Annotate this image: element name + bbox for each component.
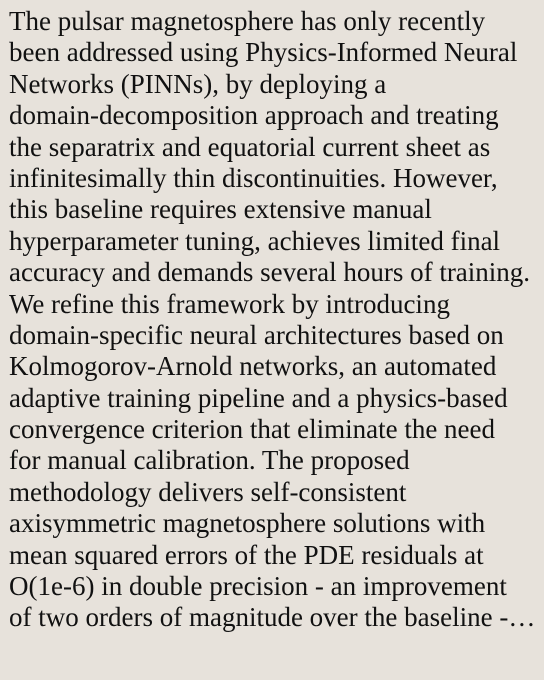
text-line: methodology delivers self-consistent — [9, 476, 407, 507]
abstract-paragraph — [9, 6, 538, 634]
text-line: been addressed using Physics-Informed Neural — [9, 37, 518, 68]
text-line: domain-specific neural architectures based on — [9, 319, 504, 350]
text-line: mean squared errors of the PDE residuals at — [9, 539, 484, 570]
text-line: domain-decomposition approach and treating — [9, 100, 499, 131]
text-line: Kolmogorov-Arnold networks, an automated — [9, 351, 497, 382]
text-line: The pulsar magnetosphere has only recently — [9, 6, 486, 36]
text-line: Networks (PINNs), by deploying a — [9, 68, 387, 99]
text-line: infinitesimally thin discontinuities. However, — [9, 162, 498, 193]
text-line: hyperparameter tuning, achieves limited final — [9, 225, 501, 256]
text-line: of two orders of magnitude over the baseline -… — [9, 602, 536, 633]
text-line: the separatrix and equatorial current sheet as — [9, 131, 491, 162]
text-line: accuracy and demands several hours of training. — [9, 257, 531, 288]
text-line: O(1e-6) in double precision - an improvement — [9, 571, 507, 602]
text-line: We refine this framework by introducing — [9, 288, 450, 319]
text-line: adaptive training pipeline and a physics-based — [9, 382, 508, 413]
text-line: for manual calibration. The proposed — [9, 445, 410, 476]
text-line: convergence criterion that eliminate the need — [9, 414, 496, 445]
text-line: axisymmetric magnetosphere solutions with — [9, 508, 486, 539]
text-line: this baseline requires extensive manual — [9, 194, 432, 225]
